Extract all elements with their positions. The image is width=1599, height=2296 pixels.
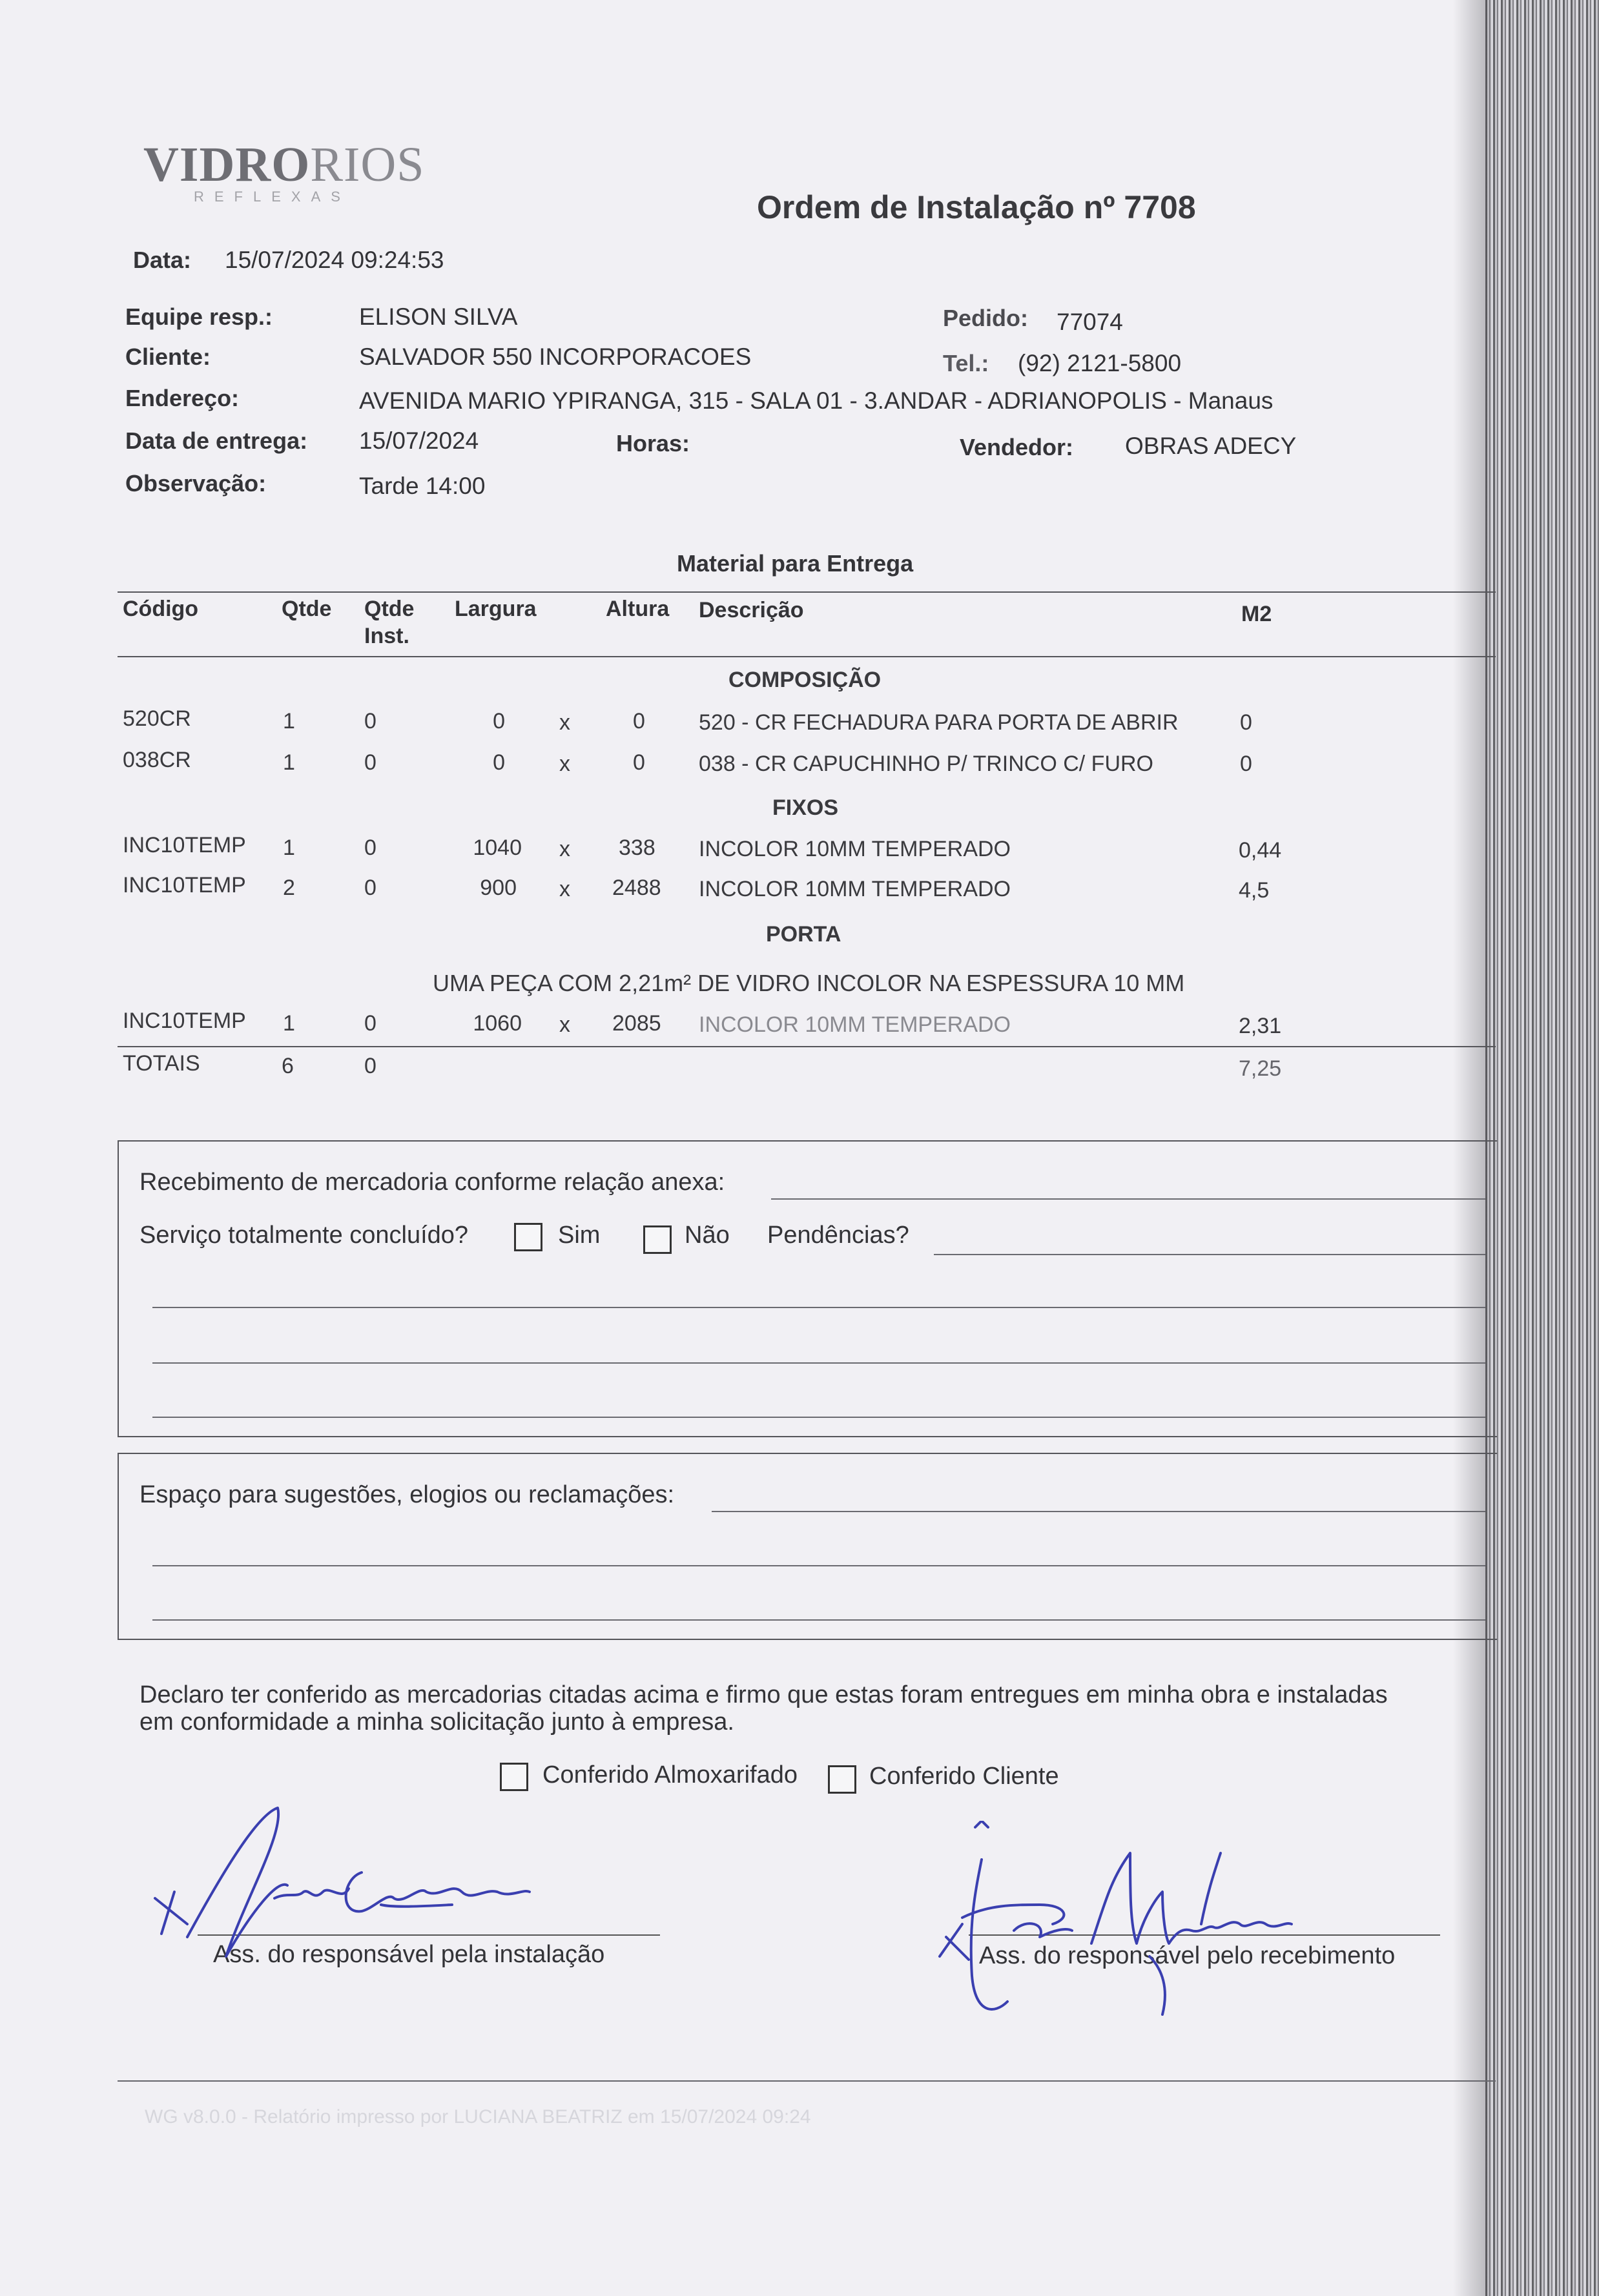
cliente-value: SALVADOR 550 INCORPORACOES — [359, 343, 752, 370]
footer-rule — [118, 2080, 1496, 2082]
endereco-value: AVENIDA MARIO YPIRANGA, 315 - SALA 01 - 3.ANDAR - ADRIANOPOLIS - Manaus — [359, 387, 1274, 414]
nao-label: Não — [685, 1222, 730, 1249]
table-cell-inst: 0 — [364, 835, 377, 860]
sugestoes-label: Espaço para sugestões, elogios ou reclamações: — [139, 1481, 675, 1508]
cliente-label: Cliente: — [125, 343, 211, 370]
handwritten-signature-instalacao — [149, 1795, 575, 1976]
table-top-rule — [118, 591, 1496, 593]
obs-label: Observação: — [125, 470, 267, 497]
data-label: Data: — [133, 247, 192, 273]
signature-caption-instalacao: Ass. do responsável pela instalação — [213, 1941, 605, 1968]
totals-m2: 7,25 — [1239, 1056, 1282, 1081]
vendedor-value: OBRAS ADECY — [1125, 433, 1297, 459]
declaracao-line-2: em conformidade a minha solicitação junto à empresa. — [139, 1708, 734, 1736]
sugestoes-line-3[interactable] — [152, 1619, 1485, 1621]
table-cell-altura: 2085 — [612, 1011, 661, 1036]
table-cell-largura: 0 — [493, 750, 505, 775]
table-cell-codigo: INC10TEMP — [123, 1009, 246, 1033]
col-descricao: Descrição — [699, 598, 804, 622]
col-qtde-inst-1: Qtde — [364, 597, 415, 621]
table-cell-altura: 338 — [619, 835, 655, 860]
entrega-label: Data de entrega: — [125, 427, 308, 454]
col-codigo: Código — [123, 597, 199, 621]
table-cell-codigo: INC10TEMP — [123, 873, 246, 897]
table-cell-largura: 1060 — [473, 1011, 522, 1036]
pendencias-line[interactable] — [934, 1254, 1485, 1255]
nao-checkbox[interactable] — [643, 1225, 672, 1254]
table-cell-x: x — [559, 877, 570, 901]
table-cell-m2: 0 — [1240, 710, 1252, 735]
table-cell-qtde: 1 — [283, 750, 295, 775]
data-value: 15/07/2024 09:24:53 — [225, 247, 444, 273]
pedido-value: 77074 — [1057, 309, 1123, 335]
totals-qtde: 6 — [282, 1054, 294, 1078]
recebimento-label: Recebimento de mercadoria conforme relação anexa: — [139, 1169, 725, 1196]
section-fixos: FIXOS — [772, 795, 839, 820]
logo-light: RIOS — [310, 138, 425, 192]
servico-label: Serviço totalmente concluído? — [139, 1222, 469, 1249]
table-cell-inst: 0 — [364, 709, 377, 733]
table-cell-largura: 1040 — [473, 835, 522, 860]
receipt-line-3[interactable] — [152, 1417, 1485, 1418]
conferido-cliente-label: Conferido Cliente — [869, 1763, 1059, 1790]
table-cell-qtde: 1 — [283, 835, 295, 860]
equipe-label: Equipe resp.: — [125, 303, 273, 330]
table-cell-x: x — [559, 1012, 570, 1037]
receipt-line-1[interactable] — [152, 1307, 1485, 1308]
table-cell-largura: 0 — [493, 709, 505, 733]
section-porta: PORTA — [766, 922, 841, 947]
table-cell-descricao: INCOLOR 10MM TEMPERADO — [699, 1012, 1011, 1037]
tel-value: (92) 2121-5800 — [1018, 350, 1182, 376]
sim-label: Sim — [558, 1222, 601, 1249]
table-cell-largura: 900 — [480, 876, 517, 900]
sim-checkbox[interactable] — [514, 1223, 542, 1251]
col-largura: Largura — [455, 597, 537, 621]
recebimento-line[interactable] — [771, 1198, 1485, 1200]
table-cell-qtde: 1 — [283, 1011, 295, 1036]
table-cell-m2: 4,5 — [1239, 878, 1270, 903]
equipe-value: ELISON SILVA — [359, 303, 518, 330]
pedido-label: Pedido: — [943, 305, 1028, 331]
obs-value: Tarde 14:00 — [359, 473, 486, 499]
table-cell-codigo: INC10TEMP — [123, 833, 246, 857]
table-header-rule — [118, 656, 1496, 657]
col-qtde: Qtde — [282, 597, 332, 621]
col-altura: Altura — [606, 597, 670, 621]
porta-note: UMA PEÇA COM 2,21m² DE VIDRO INCOLOR NA ESPESSURA 10 MM — [433, 970, 1185, 996]
totals-label: TOTAIS — [123, 1051, 200, 1076]
table-cell-inst: 0 — [364, 876, 377, 900]
table-cell-m2: 2,31 — [1239, 1014, 1282, 1038]
table-cell-descricao: 038 - CR CAPUCHINHO P/ TRINCO C/ FURO — [699, 752, 1154, 776]
declaracao-line-1: Declaro ter conferido as mercadorias citadas acima e firmo que estas foram entregues em minha obra e instaladas — [139, 1681, 1388, 1708]
col-qtde-inst-2: Inst. — [364, 624, 409, 648]
table-cell-m2: 0 — [1240, 752, 1252, 776]
footer-text: WG v8.0.0 - Relatório impresso por LUCIANA BEATRIZ em 15/07/2024 09:24 — [145, 2106, 811, 2127]
pendencias-label: Pendências? — [767, 1222, 909, 1249]
logo-bold: VIDRO — [143, 138, 311, 192]
handwritten-signature-recebimento — [936, 1821, 1298, 2027]
table-cell-altura: 0 — [633, 750, 645, 775]
endereco-label: Endereço: — [125, 385, 240, 411]
table-cell-x: x — [559, 752, 570, 776]
table-cell-inst: 0 — [364, 1011, 377, 1036]
table-cell-inst: 0 — [364, 750, 377, 775]
signature-caption-recebimento: Ass. do responsável pelo recebimento — [979, 1942, 1396, 1969]
scan-edge — [1485, 0, 1599, 2296]
table-cell-codigo: 038CR — [123, 748, 191, 772]
material-title: Material para Entrega — [677, 550, 914, 577]
table-cell-descricao: INCOLOR 10MM TEMPERADO — [699, 877, 1011, 901]
table-cell-descricao: INCOLOR 10MM TEMPERADO — [699, 837, 1011, 861]
table-totals-rule — [118, 1046, 1496, 1047]
table-cell-x: x — [559, 710, 570, 735]
table-cell-codigo: 520CR — [123, 706, 191, 731]
col-m2: M2 — [1241, 602, 1272, 626]
company-logo — [143, 137, 425, 193]
almoxarifado-label: Conferido Almoxarifado — [542, 1761, 798, 1789]
entrega-value: 15/07/2024 — [359, 427, 479, 454]
section-composicao: COMPOSIÇÃO — [728, 668, 882, 692]
totals-inst: 0 — [364, 1054, 377, 1078]
almoxarifado-checkbox[interactable] — [500, 1763, 528, 1791]
table-cell-m2: 0,44 — [1239, 838, 1282, 863]
table-cell-altura: 2488 — [612, 876, 661, 900]
table-cell-x: x — [559, 837, 570, 861]
table-cell-descricao: 520 - CR FECHADURA PARA PORTA DE ABRIR — [699, 710, 1179, 735]
horas-label: Horas: — [616, 430, 690, 456]
conferido-cliente-checkbox[interactable] — [828, 1765, 856, 1794]
receipt-line-2[interactable] — [152, 1362, 1485, 1364]
vendedor-label: Vendedor: — [960, 434, 1074, 460]
table-cell-qtde: 2 — [283, 876, 295, 900]
table-cell-qtde: 1 — [283, 709, 295, 733]
tel-label: Tel.: — [943, 350, 989, 376]
page-title: Ordem de Instalação nº 7708 — [757, 189, 1196, 225]
sugestoes-line[interactable] — [712, 1511, 1485, 1512]
table-cell-altura: 0 — [633, 709, 645, 733]
logo-tagline: REFLEXAS — [194, 189, 351, 205]
sugestoes-line-2[interactable] — [152, 1565, 1485, 1566]
